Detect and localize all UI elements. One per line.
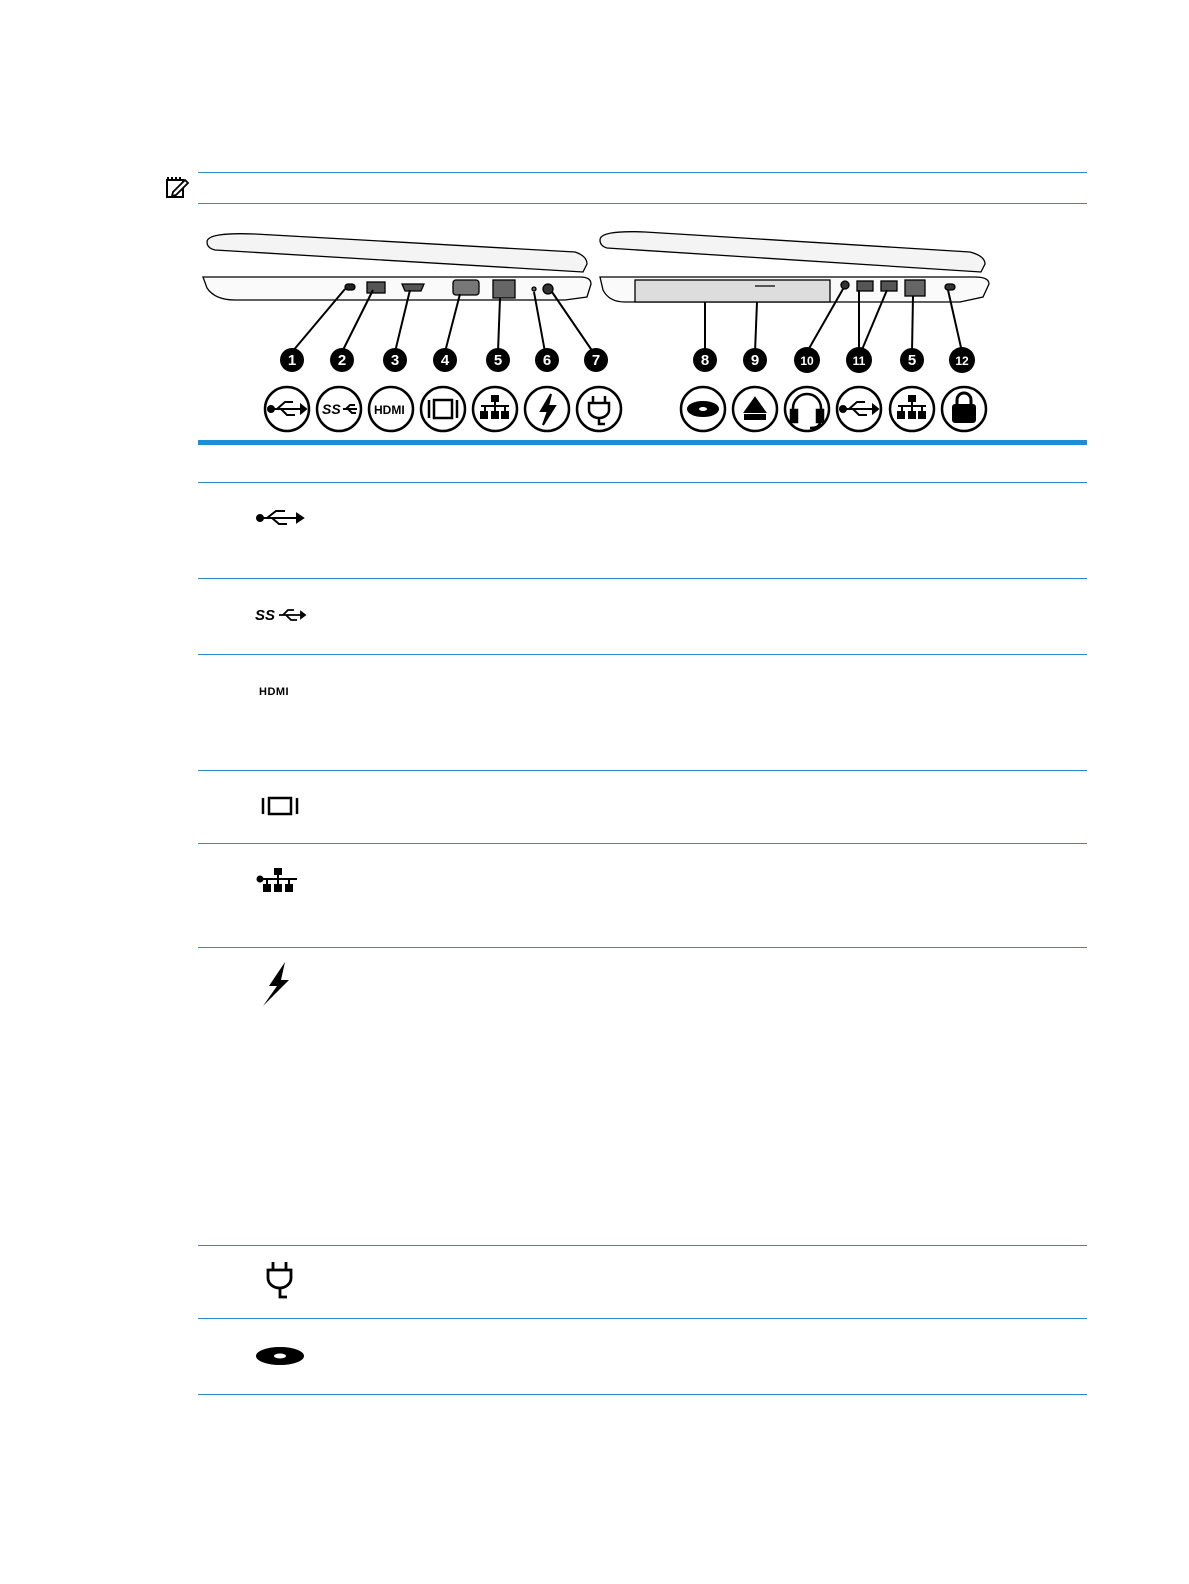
callout-9: 9 xyxy=(750,352,760,369)
svg-text:HDMI: HDMI xyxy=(259,686,290,698)
table-row-power-connector-icon xyxy=(245,1260,315,1305)
table-header-rule xyxy=(198,440,1087,445)
row-divider xyxy=(198,1245,1087,1246)
callout-7: 7 xyxy=(591,352,601,369)
fig-hdmi-icon xyxy=(374,403,405,417)
table-bottom-rule xyxy=(198,1394,1087,1395)
row-divider xyxy=(198,843,1087,844)
callout-5: 5 xyxy=(493,352,503,369)
table-header-bottom-rule xyxy=(198,482,1087,483)
table-row-hdmi-icon xyxy=(245,675,315,725)
callout-2: 2 xyxy=(337,352,347,369)
callout-8: 8 xyxy=(700,352,710,369)
note-bottom-rule xyxy=(198,203,1087,204)
callout-1: 1 xyxy=(287,352,297,369)
left-side-view xyxy=(203,234,591,300)
svg-text:HDMI: HDMI xyxy=(374,403,405,417)
table-row-usb-superspeed-icon xyxy=(245,598,315,648)
row-divider xyxy=(198,578,1087,579)
note-top-rule xyxy=(198,172,1087,173)
fig-optical-drive-icon xyxy=(688,402,718,416)
callout-12: 12 xyxy=(955,354,969,368)
svg-text:SS: SS xyxy=(322,401,341,417)
svg-text:SS: SS xyxy=(255,607,276,624)
table-row-optical-drive-icon xyxy=(245,1338,315,1388)
callout-3: 3 xyxy=(390,352,400,369)
table-row-network-jack-icon xyxy=(245,865,315,915)
callout-5b: 5 xyxy=(907,352,917,369)
table-row-vga-monitor-icon xyxy=(245,792,315,842)
row-divider xyxy=(198,770,1087,771)
right-side-view xyxy=(600,232,989,302)
row-divider xyxy=(198,947,1087,948)
row-divider xyxy=(198,1318,1087,1319)
table-row-usb-icon xyxy=(245,500,315,550)
row-divider xyxy=(198,654,1087,655)
callout-6: 6 xyxy=(542,352,552,369)
note-icon xyxy=(165,175,191,199)
callout-4: 4 xyxy=(440,352,450,369)
computer-side-views-figure xyxy=(195,222,995,437)
callout-11: 11 xyxy=(852,354,866,368)
table-row-ac-adapter-light-icon xyxy=(245,960,315,1010)
callout-10: 10 xyxy=(800,354,814,368)
